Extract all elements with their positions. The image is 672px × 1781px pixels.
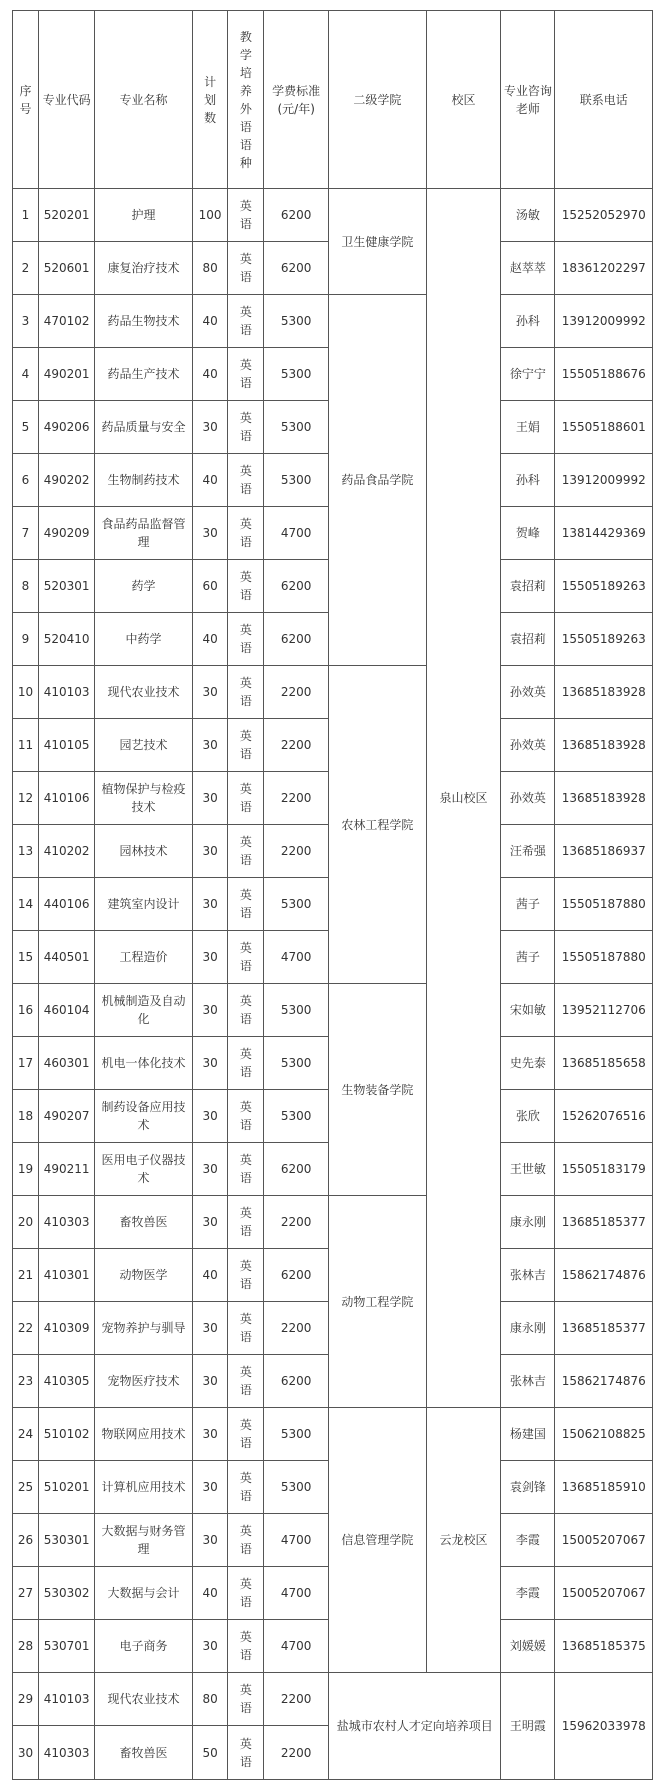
cell-phone: 15252052970 bbox=[555, 189, 653, 242]
cell-language bbox=[228, 1726, 264, 1780]
cell-major-name: 康复治疗技术 bbox=[95, 242, 192, 295]
cell-teacher: 孙效英 bbox=[501, 772, 555, 825]
cell-teacher: 李霞 bbox=[501, 1514, 555, 1567]
cell-plan: 30 bbox=[192, 931, 228, 984]
cell-phone: 15505188676 bbox=[555, 348, 653, 401]
cell-code: 410301 bbox=[38, 1249, 94, 1302]
cell-major-name: 现代农业技术 bbox=[95, 666, 192, 719]
cell-code: 530302 bbox=[38, 1567, 94, 1620]
cell-code: 520301 bbox=[38, 560, 94, 613]
cell-teacher: 张林吉 bbox=[501, 1355, 555, 1408]
cell-phone: 13912009992 bbox=[555, 295, 653, 348]
cell-no: 8 bbox=[13, 560, 39, 613]
cell-fee: 6200 bbox=[264, 1143, 329, 1196]
cell-no: 18 bbox=[13, 1090, 39, 1143]
header-campus: 校区 bbox=[426, 11, 501, 189]
cell-fee: 5300 bbox=[264, 1037, 329, 1090]
cell-language bbox=[228, 1567, 264, 1620]
cell-fee: 6200 bbox=[264, 189, 329, 242]
cell-code: 410103 bbox=[38, 1673, 94, 1726]
cell-phone: 15062108825 bbox=[555, 1408, 653, 1461]
cell-plan: 30 bbox=[192, 1620, 228, 1673]
cell-major-name: 工程造价 bbox=[95, 931, 192, 984]
cell-major-name: 生物制药技术 bbox=[95, 454, 192, 507]
header-college: 二级学院 bbox=[329, 11, 426, 189]
cell-teacher: 孙效英 bbox=[501, 719, 555, 772]
header-phone: 联系电话 bbox=[555, 11, 653, 189]
table-row bbox=[13, 1408, 653, 1461]
cell-plan: 30 bbox=[192, 1196, 228, 1249]
language-text: 英语 bbox=[239, 411, 252, 443]
cell-major-name: 园艺技术 bbox=[95, 719, 192, 772]
enrollment-table bbox=[12, 10, 653, 1780]
cell-fee: 5300 bbox=[264, 1090, 329, 1143]
cell-language bbox=[228, 1408, 264, 1461]
cell-fee: 4700 bbox=[264, 931, 329, 984]
cell-code: 490202 bbox=[38, 454, 94, 507]
cell-plan: 30 bbox=[192, 1090, 228, 1143]
cell-phone: 15505189263 bbox=[555, 613, 653, 666]
cell-fee: 6200 bbox=[264, 242, 329, 295]
language-text: 英语 bbox=[239, 941, 252, 973]
cell-campus: 泉山校区 bbox=[426, 189, 501, 1408]
cell-phone: 15862174876 bbox=[555, 1355, 653, 1408]
cell-phone: 13685185658 bbox=[555, 1037, 653, 1090]
cell-phone: 13912009992 bbox=[555, 454, 653, 507]
table-row bbox=[13, 295, 653, 348]
cell-teacher: 张欣 bbox=[501, 1090, 555, 1143]
language-text: 英语 bbox=[239, 729, 252, 761]
cell-plan: 30 bbox=[192, 1037, 228, 1090]
cell-major-name: 护理 bbox=[95, 189, 192, 242]
cell-code: 520601 bbox=[38, 242, 94, 295]
cell-major-name: 现代农业技术 bbox=[95, 1673, 192, 1726]
cell-code: 410309 bbox=[38, 1302, 94, 1355]
cell-phone: 15962033978 bbox=[555, 1673, 653, 1780]
cell-major-name: 食品药品监督管理 bbox=[95, 507, 192, 560]
cell-teacher: 汤敏 bbox=[501, 189, 555, 242]
cell-fee: 5300 bbox=[264, 1461, 329, 1514]
cell-plan: 30 bbox=[192, 666, 228, 719]
cell-plan: 100 bbox=[192, 189, 228, 242]
cell-plan: 60 bbox=[192, 560, 228, 613]
cell-teacher: 赵萃萃 bbox=[501, 242, 555, 295]
cell-major-name: 制药设备应用技术 bbox=[95, 1090, 192, 1143]
cell-code: 410303 bbox=[38, 1726, 94, 1780]
cell-plan: 80 bbox=[192, 1673, 228, 1726]
cell-no: 2 bbox=[13, 242, 39, 295]
cell-language bbox=[228, 401, 264, 454]
cell-code: 490206 bbox=[38, 401, 94, 454]
cell-no: 17 bbox=[13, 1037, 39, 1090]
cell-fee: 6200 bbox=[264, 560, 329, 613]
language-text: 英语 bbox=[239, 1577, 252, 1609]
language-text: 英语 bbox=[239, 1736, 252, 1769]
cell-teacher: 史先泰 bbox=[501, 1037, 555, 1090]
language-text: 英语 bbox=[239, 676, 252, 708]
cell-phone: 13685183928 bbox=[555, 666, 653, 719]
cell-no: 10 bbox=[13, 666, 39, 719]
cell-phone: 15505188601 bbox=[555, 401, 653, 454]
cell-fee: 6200 bbox=[264, 1249, 329, 1302]
cell-code: 510102 bbox=[38, 1408, 94, 1461]
cell-teacher: 徐宁宁 bbox=[501, 348, 555, 401]
cell-fee: 5300 bbox=[264, 1408, 329, 1461]
cell-code: 490211 bbox=[38, 1143, 94, 1196]
cell-language bbox=[228, 560, 264, 613]
cell-major-name: 电子商务 bbox=[95, 1620, 192, 1673]
cell-no: 14 bbox=[13, 878, 39, 931]
cell-teacher: 孙科 bbox=[501, 295, 555, 348]
cell-no: 23 bbox=[13, 1355, 39, 1408]
cell-phone: 13814429369 bbox=[555, 507, 653, 560]
cell-code: 520410 bbox=[38, 613, 94, 666]
cell-no: 7 bbox=[13, 507, 39, 560]
cell-teacher: 贺峰 bbox=[501, 507, 555, 560]
cell-no: 20 bbox=[13, 1196, 39, 1249]
cell-fee: 5300 bbox=[264, 984, 329, 1037]
cell-major-name: 植物保护与检疫技术 bbox=[95, 772, 192, 825]
cell-language bbox=[228, 984, 264, 1037]
language-text: 英语 bbox=[239, 1259, 252, 1291]
cell-phone: 15005207067 bbox=[555, 1567, 653, 1620]
cell-language bbox=[228, 1514, 264, 1567]
cell-plan: 30 bbox=[192, 719, 228, 772]
cell-fee: 4700 bbox=[264, 1514, 329, 1567]
cell-college: 动物工程学院 bbox=[329, 1196, 426, 1408]
cell-no: 26 bbox=[13, 1514, 39, 1567]
header-no: 序号 bbox=[13, 11, 39, 189]
cell-plan: 30 bbox=[192, 1461, 228, 1514]
cell-college: 盐城市农村人才定向培养项目 bbox=[329, 1673, 501, 1780]
cell-plan: 40 bbox=[192, 348, 228, 401]
cell-no: 21 bbox=[13, 1249, 39, 1302]
language-text: 英语 bbox=[239, 252, 252, 284]
cell-teacher: 袁剑锋 bbox=[501, 1461, 555, 1514]
cell-code: 470102 bbox=[38, 295, 94, 348]
cell-teacher: 王明霞 bbox=[501, 1673, 555, 1780]
cell-fee: 4700 bbox=[264, 1620, 329, 1673]
language-text: 英语 bbox=[239, 1100, 252, 1132]
header-plan: 计划数 bbox=[192, 11, 228, 189]
cell-code: 530701 bbox=[38, 1620, 94, 1673]
cell-teacher: 汪希强 bbox=[501, 825, 555, 878]
cell-fee: 2200 bbox=[264, 1726, 329, 1780]
cell-code: 410303 bbox=[38, 1196, 94, 1249]
cell-major-name: 中药学 bbox=[95, 613, 192, 666]
cell-teacher: 茜子 bbox=[501, 878, 555, 931]
cell-teacher: 袁招莉 bbox=[501, 613, 555, 666]
cell-fee: 5300 bbox=[264, 878, 329, 931]
cell-teacher: 张林吉 bbox=[501, 1249, 555, 1302]
cell-plan: 30 bbox=[192, 1514, 228, 1567]
language-text: 英语 bbox=[239, 358, 252, 390]
cell-plan: 40 bbox=[192, 1249, 228, 1302]
table-row bbox=[13, 189, 653, 242]
cell-plan: 40 bbox=[192, 1567, 228, 1620]
cell-plan: 40 bbox=[192, 454, 228, 507]
cell-phone: 15262076516 bbox=[555, 1090, 653, 1143]
cell-language bbox=[228, 1249, 264, 1302]
cell-no: 27 bbox=[13, 1567, 39, 1620]
cell-phone: 15505189263 bbox=[555, 560, 653, 613]
cell-phone: 13685185377 bbox=[555, 1302, 653, 1355]
cell-language bbox=[228, 666, 264, 719]
cell-language bbox=[228, 1673, 264, 1726]
cell-college: 农林工程学院 bbox=[329, 666, 426, 984]
header-fee: 学费标准(元/年) bbox=[264, 11, 329, 189]
cell-plan: 40 bbox=[192, 295, 228, 348]
language-text: 英语 bbox=[239, 1153, 252, 1185]
cell-no: 6 bbox=[13, 454, 39, 507]
cell-major-name: 物联网应用技术 bbox=[95, 1408, 192, 1461]
cell-plan: 30 bbox=[192, 1408, 228, 1461]
cell-language bbox=[228, 825, 264, 878]
table-header-row bbox=[13, 11, 653, 189]
cell-language bbox=[228, 189, 264, 242]
cell-code: 490209 bbox=[38, 507, 94, 560]
cell-plan: 30 bbox=[192, 878, 228, 931]
cell-no: 9 bbox=[13, 613, 39, 666]
cell-fee: 5300 bbox=[264, 295, 329, 348]
cell-college: 卫生健康学院 bbox=[329, 189, 426, 295]
cell-teacher: 杨建国 bbox=[501, 1408, 555, 1461]
cell-language bbox=[228, 772, 264, 825]
header-language: 教学培养外语语种 bbox=[228, 11, 264, 189]
cell-major-name: 药品生产技术 bbox=[95, 348, 192, 401]
cell-fee: 4700 bbox=[264, 507, 329, 560]
cell-language bbox=[228, 613, 264, 666]
cell-fee: 4700 bbox=[264, 1567, 329, 1620]
cell-teacher: 刘媛媛 bbox=[501, 1620, 555, 1673]
cell-fee: 2200 bbox=[264, 1302, 329, 1355]
cell-plan: 30 bbox=[192, 507, 228, 560]
cell-language bbox=[228, 348, 264, 401]
cell-language bbox=[228, 1143, 264, 1196]
cell-major-name: 药学 bbox=[95, 560, 192, 613]
cell-fee: 6200 bbox=[264, 1355, 329, 1408]
cell-code: 440501 bbox=[38, 931, 94, 984]
cell-fee: 2200 bbox=[264, 772, 329, 825]
cell-plan: 40 bbox=[192, 613, 228, 666]
cell-phone: 15505187880 bbox=[555, 878, 653, 931]
language-text: 英语 bbox=[239, 1047, 252, 1079]
cell-plan: 30 bbox=[192, 772, 228, 825]
cell-code: 460301 bbox=[38, 1037, 94, 1090]
cell-teacher: 宋如敏 bbox=[501, 984, 555, 1037]
cell-code: 460104 bbox=[38, 984, 94, 1037]
cell-no: 13 bbox=[13, 825, 39, 878]
cell-fee: 5300 bbox=[264, 401, 329, 454]
cell-fee: 5300 bbox=[264, 348, 329, 401]
cell-no: 16 bbox=[13, 984, 39, 1037]
cell-teacher: 茜子 bbox=[501, 931, 555, 984]
cell-major-name: 机电一体化技术 bbox=[95, 1037, 192, 1090]
cell-fee: 2200 bbox=[264, 825, 329, 878]
language-text: 英语 bbox=[239, 782, 252, 814]
cell-phone: 13685185375 bbox=[555, 1620, 653, 1673]
cell-plan: 30 bbox=[192, 1355, 228, 1408]
cell-fee: 2200 bbox=[264, 666, 329, 719]
cell-major-name: 医用电子仪器技术 bbox=[95, 1143, 192, 1196]
cell-major-name: 药品质量与安全 bbox=[95, 401, 192, 454]
language-text: 英语 bbox=[239, 1206, 252, 1238]
cell-major-name: 机械制造及自动化 bbox=[95, 984, 192, 1037]
language-text: 英语 bbox=[239, 1630, 252, 1662]
cell-language bbox=[228, 242, 264, 295]
cell-major-name: 宠物医疗技术 bbox=[95, 1355, 192, 1408]
cell-phone: 15505187880 bbox=[555, 931, 653, 984]
cell-fee: 2200 bbox=[264, 1196, 329, 1249]
table-row bbox=[13, 1196, 653, 1249]
cell-plan: 30 bbox=[192, 1143, 228, 1196]
header-name: 专业名称 bbox=[95, 11, 192, 189]
language-text: 英语 bbox=[239, 199, 252, 231]
cell-no: 4 bbox=[13, 348, 39, 401]
language-text: 英语 bbox=[239, 835, 252, 867]
cell-phone: 13685186937 bbox=[555, 825, 653, 878]
cell-no: 22 bbox=[13, 1302, 39, 1355]
cell-code: 410202 bbox=[38, 825, 94, 878]
cell-phone: 15862174876 bbox=[555, 1249, 653, 1302]
cell-language bbox=[228, 719, 264, 772]
cell-no: 28 bbox=[13, 1620, 39, 1673]
cell-no: 30 bbox=[13, 1726, 39, 1780]
cell-college: 生物装备学院 bbox=[329, 984, 426, 1196]
language-text: 英语 bbox=[239, 1683, 252, 1715]
cell-plan: 30 bbox=[192, 401, 228, 454]
language-text: 英语 bbox=[239, 1365, 252, 1397]
cell-language bbox=[228, 295, 264, 348]
cell-code: 490201 bbox=[38, 348, 94, 401]
cell-plan: 30 bbox=[192, 1302, 228, 1355]
cell-major-name: 药品生物技术 bbox=[95, 295, 192, 348]
language-text: 英语 bbox=[239, 464, 252, 496]
cell-language bbox=[228, 1037, 264, 1090]
cell-no: 11 bbox=[13, 719, 39, 772]
cell-teacher: 袁招莉 bbox=[501, 560, 555, 613]
cell-teacher: 康永刚 bbox=[501, 1196, 555, 1249]
cell-major-name: 计算机应用技术 bbox=[95, 1461, 192, 1514]
language-text: 英语 bbox=[239, 1312, 252, 1344]
cell-language bbox=[228, 454, 264, 507]
language-text: 英语 bbox=[239, 1524, 252, 1556]
cell-major-name: 大数据与财务管理 bbox=[95, 1514, 192, 1567]
cell-code: 410305 bbox=[38, 1355, 94, 1408]
cell-college: 信息管理学院 bbox=[329, 1408, 426, 1673]
cell-major-name: 建筑室内设计 bbox=[95, 878, 192, 931]
language-text: 英语 bbox=[239, 623, 252, 655]
cell-major-name: 畜牧兽医 bbox=[95, 1196, 192, 1249]
cell-phone: 13685185910 bbox=[555, 1461, 653, 1514]
cell-code: 510201 bbox=[38, 1461, 94, 1514]
cell-teacher: 孙科 bbox=[501, 454, 555, 507]
cell-language bbox=[228, 878, 264, 931]
language-text: 英语 bbox=[239, 994, 252, 1026]
cell-major-name: 动物医学 bbox=[95, 1249, 192, 1302]
cell-no: 3 bbox=[13, 295, 39, 348]
table-row bbox=[13, 666, 653, 719]
language-text: 英语 bbox=[239, 1471, 252, 1503]
cell-plan: 30 bbox=[192, 825, 228, 878]
cell-no: 25 bbox=[13, 1461, 39, 1514]
cell-teacher: 李霞 bbox=[501, 1567, 555, 1620]
language-text: 英语 bbox=[239, 305, 252, 337]
cell-language bbox=[228, 1302, 264, 1355]
cell-fee: 5300 bbox=[264, 454, 329, 507]
table-row bbox=[13, 1673, 653, 1726]
cell-no: 15 bbox=[13, 931, 39, 984]
language-text: 英语 bbox=[239, 1418, 252, 1450]
language-text: 英语 bbox=[239, 570, 252, 602]
cell-college: 药品食品学院 bbox=[329, 295, 426, 666]
cell-no: 12 bbox=[13, 772, 39, 825]
cell-code: 440106 bbox=[38, 878, 94, 931]
cell-major-name: 宠物养护与驯导 bbox=[95, 1302, 192, 1355]
language-text: 英语 bbox=[239, 517, 252, 549]
cell-no: 24 bbox=[13, 1408, 39, 1461]
header-code: 专业代码 bbox=[38, 11, 94, 189]
cell-no: 29 bbox=[13, 1673, 39, 1726]
cell-code: 410106 bbox=[38, 772, 94, 825]
cell-code: 520201 bbox=[38, 189, 94, 242]
cell-campus: 云龙校区 bbox=[426, 1408, 501, 1673]
cell-code: 410103 bbox=[38, 666, 94, 719]
cell-code: 530301 bbox=[38, 1514, 94, 1567]
cell-phone: 13685183928 bbox=[555, 719, 653, 772]
cell-language bbox=[228, 1355, 264, 1408]
cell-phone: 13952112706 bbox=[555, 984, 653, 1037]
cell-phone: 13685185377 bbox=[555, 1196, 653, 1249]
cell-language bbox=[228, 1196, 264, 1249]
cell-phone: 15505183179 bbox=[555, 1143, 653, 1196]
cell-major-name: 畜牧兽医 bbox=[95, 1726, 192, 1780]
cell-teacher: 康永刚 bbox=[501, 1302, 555, 1355]
cell-language bbox=[228, 1461, 264, 1514]
cell-language bbox=[228, 507, 264, 560]
cell-no: 1 bbox=[13, 189, 39, 242]
cell-plan: 80 bbox=[192, 242, 228, 295]
cell-code: 410105 bbox=[38, 719, 94, 772]
cell-plan: 50 bbox=[192, 1726, 228, 1780]
cell-language bbox=[228, 1090, 264, 1143]
cell-teacher: 王娟 bbox=[501, 401, 555, 454]
cell-fee: 6200 bbox=[264, 613, 329, 666]
cell-no: 5 bbox=[13, 401, 39, 454]
cell-no: 19 bbox=[13, 1143, 39, 1196]
cell-code: 490207 bbox=[38, 1090, 94, 1143]
cell-major-name: 园林技术 bbox=[95, 825, 192, 878]
enrollment-table-container bbox=[12, 10, 653, 1780]
cell-phone: 18361202297 bbox=[555, 242, 653, 295]
cell-fee: 2200 bbox=[264, 719, 329, 772]
cell-teacher: 孙效英 bbox=[501, 666, 555, 719]
cell-language bbox=[228, 1620, 264, 1673]
language-text: 英语 bbox=[239, 888, 252, 920]
cell-major-name: 大数据与会计 bbox=[95, 1567, 192, 1620]
cell-language bbox=[228, 931, 264, 984]
cell-plan: 30 bbox=[192, 984, 228, 1037]
table-body bbox=[13, 189, 653, 1780]
cell-phone: 15005207067 bbox=[555, 1514, 653, 1567]
header-teacher: 专业咨询老师 bbox=[501, 11, 555, 189]
cell-phone: 13685183928 bbox=[555, 772, 653, 825]
table-row bbox=[13, 984, 653, 1037]
cell-fee: 2200 bbox=[264, 1673, 329, 1726]
cell-teacher: 王世敏 bbox=[501, 1143, 555, 1196]
